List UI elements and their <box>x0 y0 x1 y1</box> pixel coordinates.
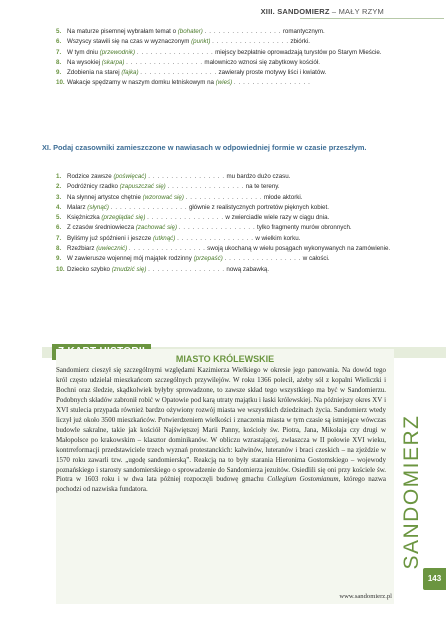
exercise-item <box>56 172 396 182</box>
item-text-end: miejscy bezpłatnie oprowadzają turystów po Starym Mieście. <box>213 48 382 56</box>
item-hint: (znudzić się) <box>111 265 147 273</box>
item-number: 8. <box>56 245 62 253</box>
answer-blank: . . . . . . . . . . . . . . . . . <box>128 245 206 253</box>
item-hint: (skarpa) <box>101 58 125 66</box>
item-text: Podróżnicy rzadko <box>67 183 120 191</box>
item-hint: (fajka) <box>121 69 139 77</box>
task-xi <box>42 143 382 153</box>
item-hint: (punkt) <box>191 38 211 46</box>
item-text-end: swoją ukochaną w wielu posągach wykonywanych na zamówienie. <box>205 245 391 253</box>
item-text-end: mu bardzo dużo czasu. <box>224 173 291 180</box>
exercise-item <box>56 58 396 68</box>
exercise-b-list <box>56 172 396 275</box>
item-hint: (wieś) <box>215 79 233 87</box>
exercise-item <box>56 68 396 78</box>
header-rule <box>300 18 444 19</box>
item-text-end: w wielkim korku. <box>253 234 301 242</box>
item-number: 5. <box>56 214 62 222</box>
item-text-end: w zwierciadle wiele razy w ciągu dnia. <box>223 214 330 222</box>
item-number: 7. <box>56 48 62 56</box>
item-hint: (przeglądać się) <box>101 214 146 222</box>
exercise-item <box>56 265 396 275</box>
item-text: Malarz <box>67 203 88 211</box>
article-text-2: , którego nazwa pochodzi od nazwiska fundatora. <box>56 475 386 494</box>
answer-blank: . . . . . . . . . . . . . . . . . <box>147 214 224 222</box>
article-body <box>56 366 386 495</box>
item-text-end: nową zabawką. <box>224 265 270 273</box>
item-number: 8. <box>56 58 62 66</box>
exercise-item <box>56 193 396 203</box>
exercise-item <box>56 48 396 58</box>
item-text: Zdobienia na starej <box>67 69 122 77</box>
chapter-subtitle: – MAŁY RZYM <box>329 7 384 16</box>
item-text-end: w całości. <box>301 255 330 263</box>
item-text: Na słynnej artystce chętnie <box>67 193 143 201</box>
answer-blank: . . . . . . . . . . . . . . . . . <box>224 255 302 263</box>
item-hint: (zapuszczać się) <box>119 183 166 191</box>
task-instruction: Podaj czasowniki zamieszczone w nawiasach w odpowiedniej formie w czasie przeszłym. <box>53 143 367 152</box>
answer-blank: . . . . . . . . . . . . . . . . . <box>185 193 263 201</box>
item-number: 1. <box>56 173 62 180</box>
item-text-end: malowniczo wznosi się zabytkowy kościół. <box>202 58 320 66</box>
item-text: Byliśmy już spóźnieni i jeszcze <box>67 234 153 242</box>
exercise-item <box>56 182 396 192</box>
item-number: 5. <box>56 28 62 35</box>
answer-blank: . . . . . . . . . . . . . . . . . <box>204 28 282 35</box>
article-italic: Collegium Gostomianum <box>267 475 339 484</box>
running-header <box>261 7 384 16</box>
item-number: 3. <box>56 193 62 201</box>
answer-blank: . . . . . . . . . . . . . . . . . <box>140 69 217 77</box>
item-text-end: na te tereny. <box>243 183 280 191</box>
item-text: Księżniczka <box>67 214 102 222</box>
item-text-end: zawierały proste motywy liści i kwiatów. <box>216 69 327 77</box>
answer-blank: . . . . . . . . . . . . . . . . . <box>136 48 214 56</box>
answer-blank: . . . . . . . . . . . . . . . . . <box>167 183 244 191</box>
item-number: 10. <box>56 79 65 87</box>
item-text-end: młode aktorki. <box>262 193 303 201</box>
item-hint: (utknąć) <box>152 234 176 242</box>
item-text: Z czasów średniowiecza <box>67 224 136 232</box>
article-title: MIASTO KRÓLEWSKIE <box>175 354 275 364</box>
page-number: 143 <box>423 568 446 590</box>
item-text-end: romantycznym. <box>281 28 325 35</box>
exercise-item <box>56 27 396 37</box>
item-text: Na wysokiej <box>67 58 102 66</box>
side-label: SANDOMIERZ <box>400 414 423 570</box>
item-hint: (wzorować się) <box>142 193 184 201</box>
answer-blank: . . . . . . . . . . . . . . . . . <box>178 224 256 232</box>
answer-blank: . . . . . . . . . . . . . . . . . <box>148 173 225 180</box>
answer-blank: . . . . . . . . . . . . . . . . . <box>233 79 311 87</box>
item-hint: (przewodnik) <box>99 48 136 56</box>
item-text: W tym dniu <box>67 48 100 56</box>
item-number: 6. <box>56 38 62 46</box>
task-number: XI. <box>42 143 52 152</box>
item-number: 2. <box>56 183 62 191</box>
item-number: 9. <box>56 69 62 77</box>
item-hint: (słynąć) <box>87 203 109 211</box>
item-text: Wakacje spędzamy w naszym domku letniskowym na <box>67 79 216 87</box>
item-text-end: głównie z realistycznych portretów pięknych kobiet. <box>187 203 329 211</box>
exercise-item <box>56 78 396 88</box>
item-hint: (uwiecznić) <box>96 245 128 253</box>
exercise-item <box>56 213 396 223</box>
article-text-1: Sandomierz cieszył się szczególnymi względami Kazimierza Wielkiego w okresie jego panowania. Na dowód tego król często udzielał mieszkańcom szczególnych przywilejów. W roku 1366 polecił, ażeby sól z kopalni Wieliczki i Bochni oraz śledzie, skądkolwiek byłyby sprowadzone, to zawsze skład tego wszystkiego ma być w Sandomierzu. Podobnych składów zabronił robić w Opatowie pod karą utraty majątku i łaski królewskiej. Na późniejszy okres XV i XVI stulecia przypada również bardzo ożywiony rozwój miasta we wszystkich dziedzinach życia. Sandomierz wtedy liczył już około 3500 mieszkańców. Potwierdzeniem wielkości i znaczenia miasta w tym czasie są istniejące wówczas budowle sakralne, takie jak kościół Najświętszej Marii Panny, kościoły św. Piotra, Jana, Mikołaja czy drugi w Małopolsce po krakowskim – klasztor dominikanów. W obliczu wzrastającej, zwłaszcza w II połowie XVI wieku, kontrreformacji przedstawiciele trzech wyznań protestanckich: kalwinów, luteranów i braci czeskich – na zjeździe w 1570 roku zawarli tzw. „ugodę sandomierską”. Reakcją na to były starania Hieronima Gostomskiego – wojewody poznańskiego i starosty sandomierskiego o sprowadzenie do Sandomierza jezuitów. Osiedlili się oni przy kościele św. Piotra w 1603 roku i w dwa lata później rozpoczęli budowę gmachu <box>56 366 386 484</box>
item-text: Na maturze pisemnej wybrałam temat o <box>67 28 178 35</box>
item-hint: (bohater) <box>177 28 203 35</box>
item-hint: (przepaść) <box>193 255 223 263</box>
answer-blank: . . . . . . . . . . . . . . . . . <box>148 265 225 273</box>
item-hint: (poświęcać) <box>113 173 147 180</box>
item-text: Rodzice zawsze <box>67 173 114 180</box>
answer-blank: . . . . . . . . . . . . . . . . . <box>126 58 203 66</box>
exercise-item <box>56 37 396 47</box>
item-text: Rzeźbiarz <box>67 245 97 253</box>
exercise-item <box>56 203 396 213</box>
exercise-item <box>56 254 396 264</box>
answer-blank: . . . . . . . . . . . . . . . . . <box>110 203 188 211</box>
item-text: Wszyscy stawili się na czas w wyznaczonym <box>67 38 192 46</box>
exercise-item <box>56 244 396 254</box>
item-number: 7. <box>56 234 62 242</box>
item-text: Dziecko szybko <box>67 265 112 273</box>
chapter-title: XIII. SANDOMIERZ <box>260 7 330 16</box>
article-source: www.sandomierz.pl <box>339 593 392 600</box>
item-number: 10. <box>56 265 65 273</box>
answer-blank: . . . . . . . . . . . . . . . . . <box>177 234 254 242</box>
item-number: 4. <box>56 203 62 211</box>
exercise-item <box>56 234 396 244</box>
item-text: W zawierusze wojennej mój majątek rodzinny <box>67 255 194 263</box>
item-hint: (zachować się) <box>135 224 178 232</box>
item-number: 6. <box>56 224 62 232</box>
item-number: 9. <box>56 255 62 263</box>
item-text-end: tylko fragmenty murów obronnych. <box>255 224 352 232</box>
item-text-end: zbiórki. <box>288 38 310 46</box>
exercise-item <box>56 223 396 233</box>
answer-blank: . . . . . . . . . . . . . . . . . <box>212 38 289 46</box>
exercise-a-list <box>56 27 396 89</box>
